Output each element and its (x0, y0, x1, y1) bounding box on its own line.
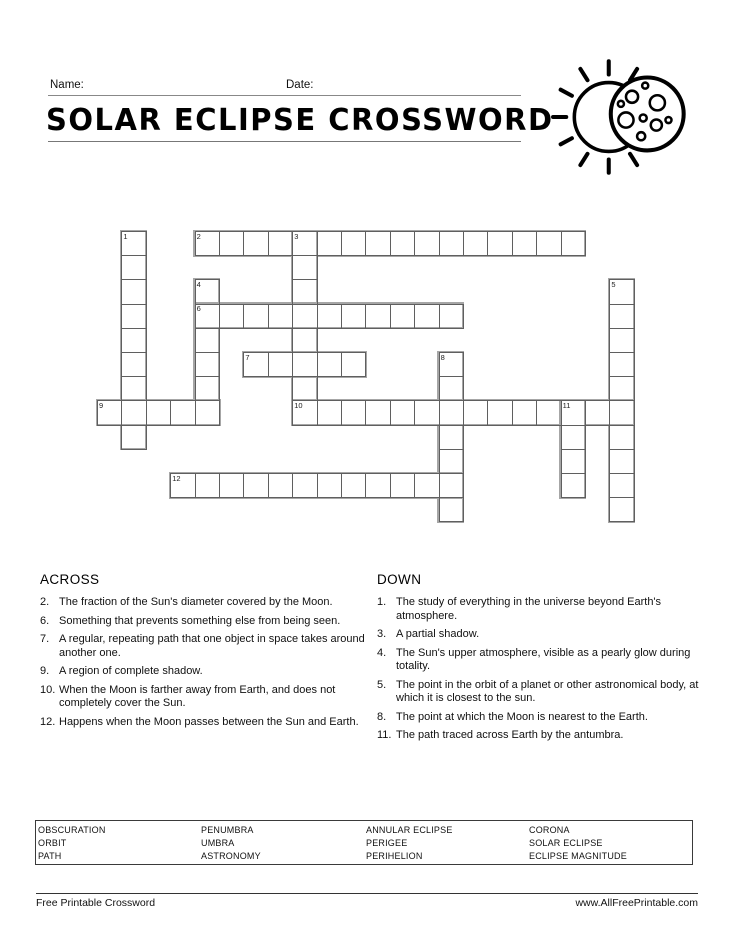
crossword-cell[interactable] (365, 400, 390, 425)
clue-text: The Sun's upper atmosphere, visible as a pearly glow during totality. (396, 646, 691, 672)
clue-text: The point at which the Moon is nearest to the Earth. (396, 710, 648, 723)
word-bank-word: PERIGEE (366, 838, 408, 848)
clue-text: When the Moon is farther away from Earth, and does not completely cover the Sun. (59, 683, 336, 709)
date-label: Date: (286, 79, 314, 91)
crossword-cell[interactable] (219, 304, 244, 329)
crossword-cell[interactable] (121, 425, 146, 450)
crossword-cell[interactable] (341, 473, 366, 498)
crossword-cell[interactable] (365, 473, 390, 498)
crossword-cell[interactable] (536, 400, 561, 425)
cell-number: 11 (562, 400, 571, 410)
crossword-cell[interactable] (219, 231, 244, 256)
crossword-cell[interactable] (121, 352, 146, 377)
clue-number: 9. (40, 665, 50, 677)
crossword-cell[interactable] (414, 304, 439, 329)
crossword-cell[interactable] (439, 231, 464, 256)
cell-number: 12 (172, 473, 181, 483)
crossword-cell[interactable] (609, 473, 634, 498)
crossword-cell[interactable] (317, 304, 342, 329)
word-bank-column (38, 824, 106, 863)
cell-number: 7 (245, 352, 250, 362)
crossword-cell[interactable] (195, 473, 220, 498)
cell-number: 3 (294, 231, 299, 241)
crossword-cell[interactable] (243, 304, 268, 329)
crossword-cell[interactable] (292, 473, 317, 498)
clue-number: 4. (377, 646, 387, 659)
crossword-cell[interactable] (121, 328, 146, 353)
crossword-cell[interactable] (536, 231, 561, 256)
cell-number: 4 (196, 279, 201, 289)
clue-text: The path traced across Earth by the antumbra. (396, 729, 624, 741)
across-clues-section (40, 572, 372, 734)
word-bank-word: ASTRONOMY (201, 851, 261, 861)
crossword-cell[interactable] (487, 231, 512, 256)
word-bank-word: ANNULAR ECLIPSE (366, 825, 453, 835)
crossword-cell[interactable] (439, 473, 464, 498)
crossword-cell[interactable] (292, 304, 317, 329)
footer-site-link[interactable]: www.AllFreePrintable.com (575, 897, 698, 909)
crossword-cell[interactable] (512, 400, 537, 425)
word-bank-word: OBSCURATION (38, 825, 106, 835)
crossword-cell[interactable] (243, 473, 268, 498)
clue-number: 1. (377, 596, 387, 608)
crossword-cell[interactable] (414, 473, 439, 498)
crossword-cell[interactable] (146, 400, 171, 425)
crossword-cell[interactable] (561, 425, 586, 450)
crossword-cell[interactable] (317, 352, 342, 377)
crossword-cell[interactable] (365, 231, 390, 256)
crossword-cell[interactable] (609, 304, 634, 329)
clue-item (377, 596, 709, 623)
crossword-cell[interactable] (341, 231, 366, 256)
crossword-cell[interactable] (609, 449, 634, 474)
crossword-cell[interactable] (195, 400, 220, 425)
across-heading: ACROSS (40, 572, 100, 587)
footer-divider (36, 893, 698, 894)
clue-number: 8. (377, 710, 387, 723)
crossword-cell[interactable] (341, 352, 366, 377)
crossword-cell[interactable] (561, 473, 586, 498)
crossword-cell[interactable] (121, 279, 146, 304)
down-clue-list (377, 596, 709, 743)
clue-number: 7. (40, 633, 50, 645)
crossword-cell[interactable] (219, 473, 244, 498)
crossword-cell[interactable] (317, 400, 342, 425)
down-clues-section (377, 572, 709, 748)
word-bank-word: PERIHELION (366, 851, 423, 861)
crossword-cell[interactable] (439, 449, 464, 474)
clue-item (40, 684, 372, 711)
crossword-cell[interactable] (195, 376, 220, 401)
crossword-cell[interactable] (268, 304, 293, 329)
crossword-cell[interactable] (439, 376, 464, 401)
cell-number: 5 (611, 279, 616, 289)
cell-number: 2 (196, 231, 201, 241)
clue-text: Happens when the Moon passes between the Sun and Earth. (59, 715, 359, 728)
crossword-cell[interactable] (170, 400, 195, 425)
crossword-cell[interactable] (609, 400, 634, 425)
word-bank-word: PENUMBRA (201, 825, 254, 835)
word-bank-word: SOLAR ECLIPSE (529, 838, 603, 848)
word-bank (35, 820, 693, 865)
page-title: SOLAR ECLIPSE CROSSWORD (46, 102, 554, 138)
crossword-cell[interactable] (561, 231, 586, 256)
crossword-cell[interactable] (414, 231, 439, 256)
crossword-cell[interactable] (609, 425, 634, 450)
crossword-cell[interactable] (292, 328, 317, 353)
crossword-cell[interactable] (243, 231, 268, 256)
crossword-cell[interactable] (292, 279, 317, 304)
cell-number: 8 (440, 352, 445, 362)
footer-left-text: Free Printable Crossword (36, 897, 156, 909)
crossword-cell[interactable] (268, 473, 293, 498)
crossword-cell[interactable] (414, 400, 439, 425)
word-bank-word: CORONA (529, 825, 570, 835)
clue-text: A regular, repeating path that one object in space takes around another one. (59, 633, 365, 659)
cell-number: 10 (294, 400, 303, 410)
crossword-cell[interactable] (463, 231, 488, 256)
crossword-cell[interactable] (439, 304, 464, 329)
clue-number: 11. (377, 729, 392, 741)
clue-item (377, 647, 709, 674)
crossword-cell[interactable] (317, 473, 342, 498)
clue-item (40, 615, 372, 629)
crossword-cell[interactable] (268, 352, 293, 377)
word-bank-word: UMBRA (201, 838, 235, 848)
clue-number: 2. (40, 596, 50, 608)
clue-item (377, 628, 709, 642)
cell-number: 6 (196, 304, 201, 314)
word-bank-word: ECLIPSE MAGNITUDE (529, 851, 627, 861)
crossword-cell[interactable] (121, 304, 146, 329)
crossword-cell[interactable] (121, 255, 146, 280)
clue-number: 3. (377, 628, 387, 640)
crossword-cell[interactable] (390, 400, 415, 425)
crossword-cell[interactable] (439, 425, 464, 450)
crossword-cell[interactable] (292, 352, 317, 377)
clue-number: 6. (40, 614, 50, 627)
crossword-cell[interactable] (512, 231, 537, 256)
down-heading: DOWN (377, 572, 422, 587)
clue-text: The study of everything in the universe beyond Earth's atmosphere. (396, 596, 662, 622)
clue-text: A region of complete shadow. (59, 665, 203, 677)
crossword-cell[interactable] (390, 304, 415, 329)
crossword-cell[interactable] (121, 400, 146, 425)
crossword-cell[interactable] (292, 255, 317, 280)
clue-item (40, 665, 372, 679)
crossword-cell[interactable] (609, 328, 634, 353)
word-bank-word: PATH (38, 851, 62, 861)
clue-text: The fraction of the Sun's diameter covered by the Moon. (59, 596, 333, 608)
cell-number: 1 (123, 231, 128, 241)
clue-item (40, 633, 372, 660)
crossword-cell[interactable] (561, 449, 586, 474)
crossword-cell[interactable] (585, 400, 610, 425)
crossword-cell[interactable] (609, 352, 634, 377)
crossword-cell[interactable] (609, 497, 634, 522)
crossword-cell[interactable] (390, 473, 415, 498)
clue-number: 10. (40, 683, 56, 696)
clue-text: A partial shadow. (396, 628, 480, 640)
crossword-cell[interactable] (463, 400, 488, 425)
crossword-cell[interactable] (341, 400, 366, 425)
crossword-cell[interactable] (341, 304, 366, 329)
clue-item (377, 711, 709, 725)
crossword-cell[interactable] (390, 231, 415, 256)
name-label: Name: (50, 79, 84, 91)
clue-item (377, 679, 709, 706)
clue-text: Something that prevents something else from being seen. (59, 614, 341, 627)
clue-item (377, 729, 709, 743)
clue-item (40, 596, 372, 610)
crossword-cell[interactable] (365, 304, 390, 329)
crossword-cell[interactable] (439, 400, 464, 425)
crossword-cell[interactable] (268, 231, 293, 256)
clue-number: 5. (377, 678, 387, 691)
crossword-cell[interactable] (439, 497, 464, 522)
across-clue-list (40, 596, 372, 729)
word-bank-word: ORBIT (38, 838, 67, 848)
clue-item (40, 716, 372, 730)
word-bank-column (366, 824, 453, 863)
crossword-cell[interactable] (317, 231, 342, 256)
crossword-cell[interactable] (195, 328, 220, 353)
word-bank-column (201, 824, 261, 863)
clue-text: The point in the orbit of a planet or other astronomical body, at which it is closest to the sun. (396, 678, 699, 704)
cell-number: 9 (99, 400, 104, 410)
clue-number: 12. (40, 715, 56, 728)
crossword-cell[interactable] (121, 376, 146, 401)
crossword-cell[interactable] (292, 376, 317, 401)
crossword-cell[interactable] (487, 400, 512, 425)
crossword-cell[interactable] (609, 376, 634, 401)
crossword-cell[interactable] (195, 352, 220, 377)
word-bank-column (529, 824, 627, 863)
